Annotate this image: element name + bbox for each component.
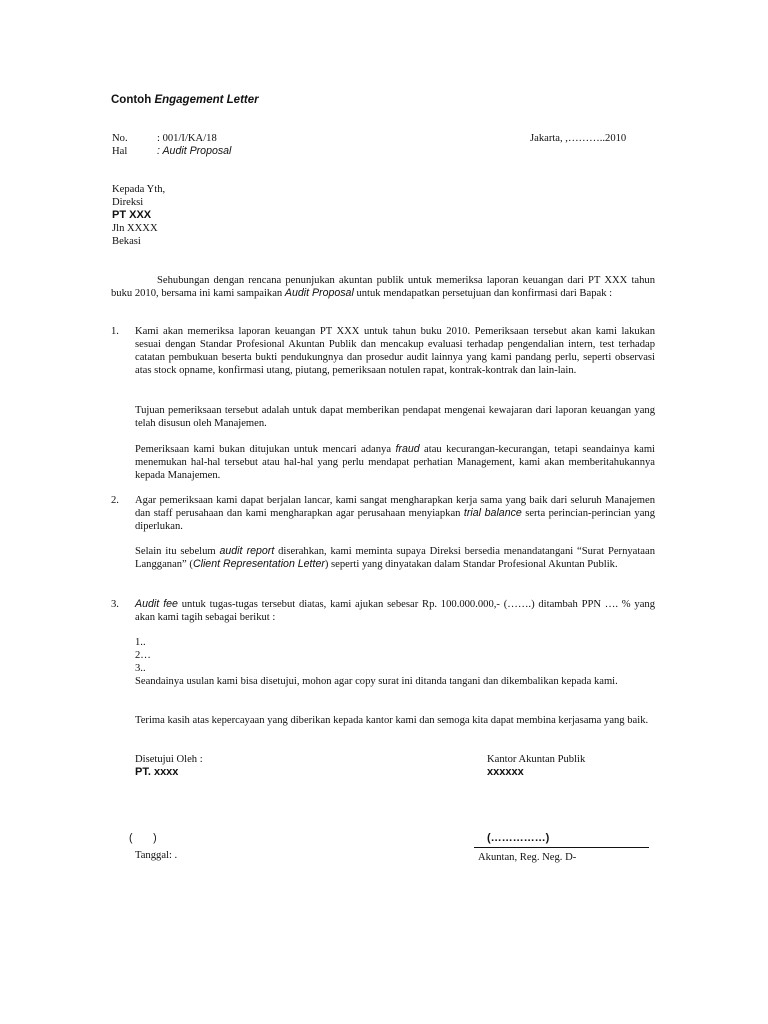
letter-title: Contoh Engagement Letter — [111, 94, 259, 106]
item-2-paragraph-1: Agar pemeriksaan kami dapat berjalan lancar, kami sangat mengharapkan kerja sama yang baik dari seluruh Manajemen dan staff perusahaan dan kami mengharapkan agar perusahaan menyiapkan trial balance serta perincian-perincian yang diperlukan. — [135, 495, 655, 532]
item-3-paragraph: Audit fee untuk tugas-tugas tersebut diatas, kami ajukan sebesar Rp. 100.000.000,- (…….) ditambah PPN …. % yang akan kami tagih sebagai berikut : — [135, 598, 655, 623]
item-2-number: 2. — [111, 495, 119, 506]
intro-paragraph: Sehubungan dengan rencana penunjukan akuntan publik untuk memeriksa laporan keuangan dari PT XXX tahun buku 2010, bersama ini kami sampaikan Audit Proposal untuk mendapatkan persetujuan dan konfirmasi dari Bapak : — [111, 275, 655, 299]
firm-label: Kantor Akuntan Publik — [487, 754, 586, 765]
place-date: Jakarta, ,………..2010 — [530, 133, 627, 144]
item-2-paragraph-2: Selain itu sebelum audit report diserahkan, kami meminta supaya Direksi bersedia menandatangani “Surat Pernyataan Langganan” (Client Representation Letter) seperti yang dinyatakan dalam Standar Profesional Akuntan Publik. — [135, 545, 656, 570]
recipient-city: Bekasi — [112, 236, 141, 247]
firm-name: xxxxxx — [487, 766, 524, 778]
number-label: No. — [112, 133, 128, 144]
accountant-signature-name: (……………) — [487, 832, 550, 844]
item-1-paragraph-2: Tujuan pemeriksaan tersebut adalah untuk dapat memberikan pendapat mengenai kewajaran dari laporan keuangan yang telah disusun oleh Manajemen. — [135, 405, 655, 429]
approver-signature-name: ( ) — [129, 832, 157, 844]
approver-company: PT. xxxx — [135, 766, 179, 778]
payment-term-1: 1.. — [135, 637, 146, 648]
payment-term-3: 3.. — [135, 663, 146, 674]
closing-paragraph-1: Seandainya usulan kami bisa disetujui, mohon agar copy surat ini ditanda tangani dan dikembalikan kepada kami. — [135, 676, 618, 687]
subject-value: : Audit Proposal — [157, 145, 232, 157]
item-1-number: 1. — [111, 326, 119, 337]
item-1-paragraph-3: Pemeriksaan kami bukan ditujukan untuk mencari adanya fraud atau kecurangan-kecurangan, tetapi seandainya kami menemukan hal-hal tersebut atau hal-hal yang perlu mendapat perhatian Management, kami akan memberitahukannya kepada Manajemen. — [135, 443, 656, 481]
subject-label: Hal — [112, 146, 128, 157]
number-value: : 001/I/KA/18 — [157, 133, 217, 144]
approval-date: Tanggal: . — [135, 850, 178, 861]
approved-by-label: Disetujui Oleh : — [135, 754, 203, 765]
closing-paragraph-2: Terima kasih atas kepercayaan yang diberikan kepada kantor kami dan semoga kita dapat membina kerjasama yang baik. — [135, 715, 649, 726]
item-3-number: 3. — [111, 599, 119, 610]
recipient-company: PT XXX — [112, 209, 152, 221]
recipient-greeting: Kepada Yth, — [112, 184, 166, 195]
item-1-paragraph-1: Kami akan memeriksa laporan keuangan PT XXX untuk tahun buku 2010. Pemeriksaan tersebut akan kami lakukan sesuai dengan Standar Profesional Akuntan Publik dan mencakup evaluasi terhadap pengendalian intern, test terhadap catatan pembukuan beserta bukti pendukungnya dan prosedur audit lainnya yang kami pandang perlu, seperti observasi atas stock opname, konfirmasi utang, piutang, pemeriksaan notulen rapat, kontrak-kontrak dan lain-lain. — [135, 326, 655, 376]
recipient-street: Jln XXXX — [112, 223, 158, 234]
accountant-registration: Akuntan, Reg. Neg. D- — [478, 852, 577, 863]
payment-term-2: 2… — [135, 650, 151, 661]
recipient-directors: Direksi — [112, 197, 144, 208]
signature-line — [474, 847, 649, 848]
